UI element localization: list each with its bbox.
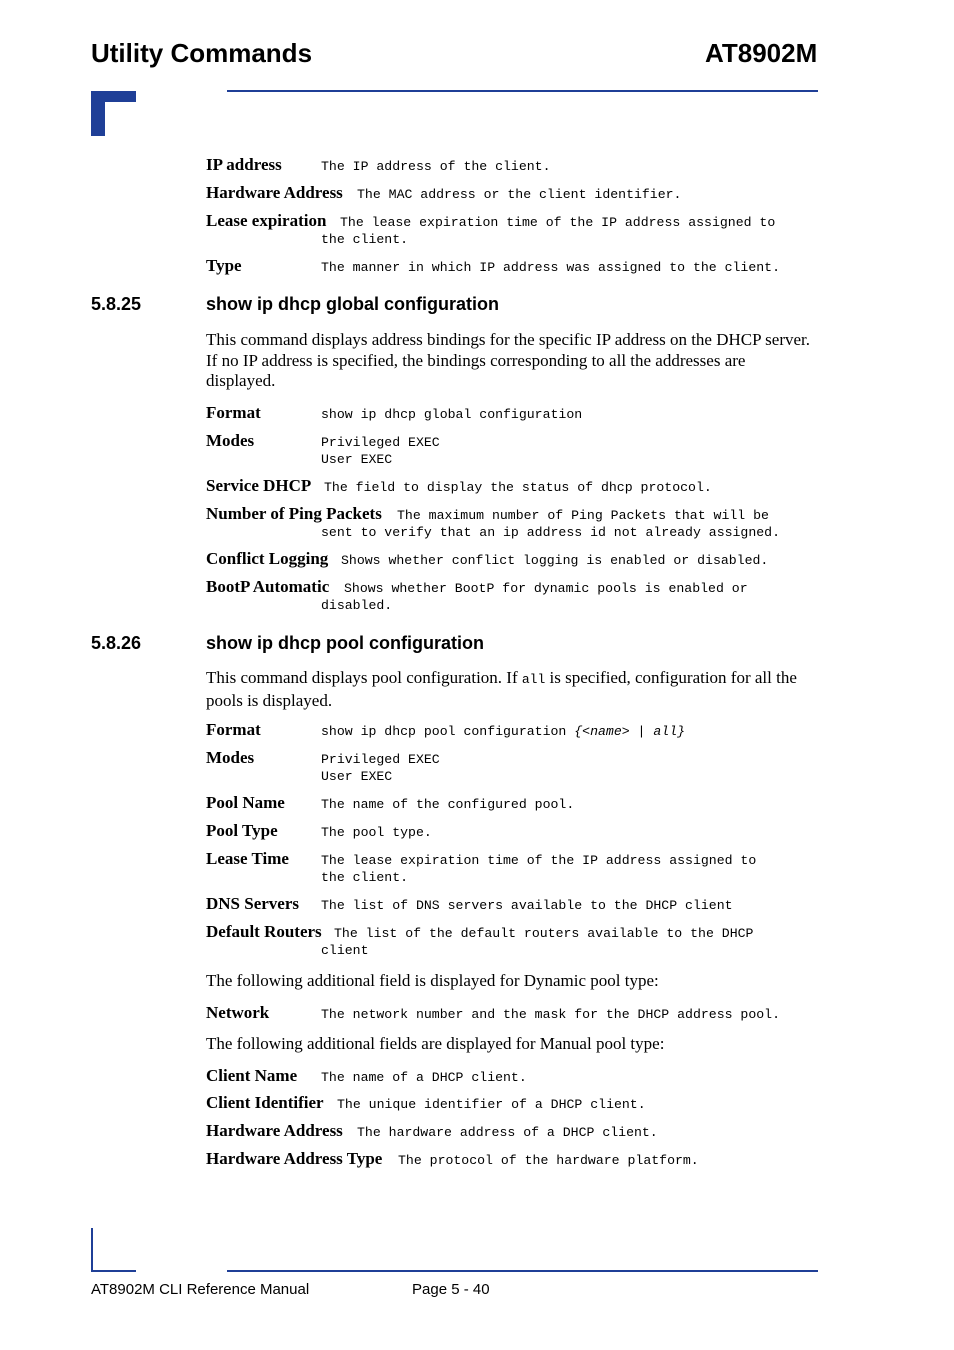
footer-corner-mark-vertical: [91, 1228, 93, 1272]
intro-text-before: This command displays pool configuration. If: [206, 668, 522, 687]
field-term-lease-time: Lease Time: [206, 849, 289, 868]
field-desc-lease-time-line1: The lease expiration time of the IP address assigned to: [321, 853, 757, 868]
section-number: 5.8.26: [91, 633, 142, 653]
field-desc-pool-type: The pool type.: [321, 825, 432, 840]
page-header-product: AT8902M: [705, 38, 818, 68]
field-desc-type: The manner in which IP address was assigned to the client.: [321, 260, 780, 275]
field-term-hardware-address-manual: Hardware Address: [206, 1121, 343, 1140]
field-desc-service-dhcp: The field to display the status of dhcp protocol.: [324, 480, 712, 495]
field-term-conflict-logging: Conflict Logging: [206, 549, 329, 568]
field-desc-ping-packets-line2: sent to verify that an ip address id not already assigned.: [321, 525, 780, 540]
format-command: show ip dhcp global configuration: [321, 407, 583, 422]
field-desc-ping-packets-line1: The maximum number of Ping Packets that will be: [397, 508, 769, 523]
field-term-lease-expiration: Lease expiration: [206, 211, 327, 230]
field-desc-default-routers-line1: The list of the default routers available to the DHCP: [334, 926, 754, 941]
format-command-text: show ip dhcp pool configuration: [321, 724, 575, 739]
field-term-network: Network: [206, 1003, 270, 1022]
field-term-type: Type: [206, 256, 242, 275]
field-term-ip-address: IP address: [206, 155, 282, 174]
section-title: show ip dhcp global configuration: [206, 294, 499, 314]
field-term-pool-type: Pool Type: [206, 821, 278, 840]
field-desc-bootp-line1: Shows whether BootP for dynamic pools is enabled or: [344, 581, 748, 596]
mode-user-exec: User EXEC: [321, 769, 393, 784]
field-desc-ip-address: The IP address of the client.: [321, 159, 551, 174]
section-title: show ip dhcp pool configuration: [206, 633, 484, 653]
field-desc-network: The network number and the mask for the DHCP address pool.: [321, 1007, 780, 1022]
header-corner-mark-vertical: [91, 91, 105, 136]
field-term-number-of-ping-packets: Number of Ping Packets: [206, 504, 382, 523]
mode-privileged-exec: Privileged EXEC: [321, 752, 440, 767]
field-desc-hardware-address: The MAC address or the client identifier.: [357, 187, 682, 202]
format-label: Format: [206, 403, 261, 422]
field-desc-conflict-logging: Shows whether conflict logging is enabled or disabled.: [341, 553, 769, 568]
section-heading-5-8-25: [91, 294, 791, 318]
field-term-hardware-address-type: Hardware Address Type: [206, 1149, 383, 1168]
section-25-intro: This command displays address bindings for the specific IP address on the DHCP server. If no IP address is specified, the bindings corresponding to all the addresses are displayed.: [206, 330, 811, 390]
mode-privileged-exec: Privileged EXEC: [321, 435, 440, 450]
section-number: 5.8.25: [91, 294, 142, 314]
section-26-intro: [206, 668, 818, 711]
intro-text-after: is specified, configuration for all the pools is displayed.: [206, 668, 797, 710]
footer-page-number: Page 5 - 40: [412, 1281, 490, 1298]
intro-code-all: all: [521, 672, 546, 687]
page-header-title: Utility Commands: [91, 38, 313, 68]
field-term-hardware-address: Hardware Address: [206, 183, 343, 202]
format-command: [321, 723, 685, 740]
field-term-bootp-automatic: BootP Automatic: [206, 577, 330, 596]
field-term-pool-name: Pool Name: [206, 793, 285, 812]
modes-label: Modes: [206, 748, 255, 767]
mode-user-exec: User EXEC: [321, 452, 393, 467]
field-desc-default-routers-line2: client: [321, 943, 369, 958]
section-heading-5-8-26: [91, 633, 791, 657]
field-term-service-dhcp: Service DHCP: [206, 476, 312, 495]
field-desc-lease-expiration-line1: The lease expiration time of the IP address assigned to: [340, 215, 776, 230]
field-term-dns-servers: DNS Servers: [206, 894, 300, 913]
footer-corner-mark: [91, 1270, 136, 1272]
modes-label: Modes: [206, 431, 255, 450]
field-desc-hardware-address-type: The protocol of the hardware platform.: [398, 1153, 699, 1168]
field-desc-hardware-address-manual: The hardware address of a DHCP client.: [357, 1125, 658, 1140]
field-desc-bootp-line2: disabled.: [321, 598, 393, 613]
format-label: Format: [206, 720, 261, 739]
field-desc-lease-expiration-line2: the client.: [321, 232, 409, 247]
field-desc-client-identifier: The unique identifier of a DHCP client.: [337, 1097, 646, 1112]
dynamic-pool-intro: The following additional field is displayed for Dynamic pool type:: [206, 971, 659, 990]
footer-manual-title: AT8902M CLI Reference Manual: [91, 1281, 310, 1298]
field-desc-dns-servers: The list of DNS servers available to the DHCP client: [321, 898, 733, 913]
manual-pool-intro: The following additional fields are displayed for Manual pool type:: [206, 1034, 665, 1053]
format-command-args: {<name> | all}: [574, 724, 686, 739]
field-term-client-identifier: Client Identifier: [206, 1093, 324, 1112]
field-desc-lease-time-line2: the client.: [321, 870, 409, 885]
footer-rule: [227, 1270, 818, 1272]
header-rule: [227, 90, 818, 92]
field-term-client-name: Client Name: [206, 1066, 298, 1085]
field-desc-client-name: The name of a DHCP client.: [321, 1070, 527, 1085]
field-term-default-routers: Default Routers: [206, 922, 322, 941]
field-desc-pool-name: The name of the configured pool.: [321, 797, 575, 812]
